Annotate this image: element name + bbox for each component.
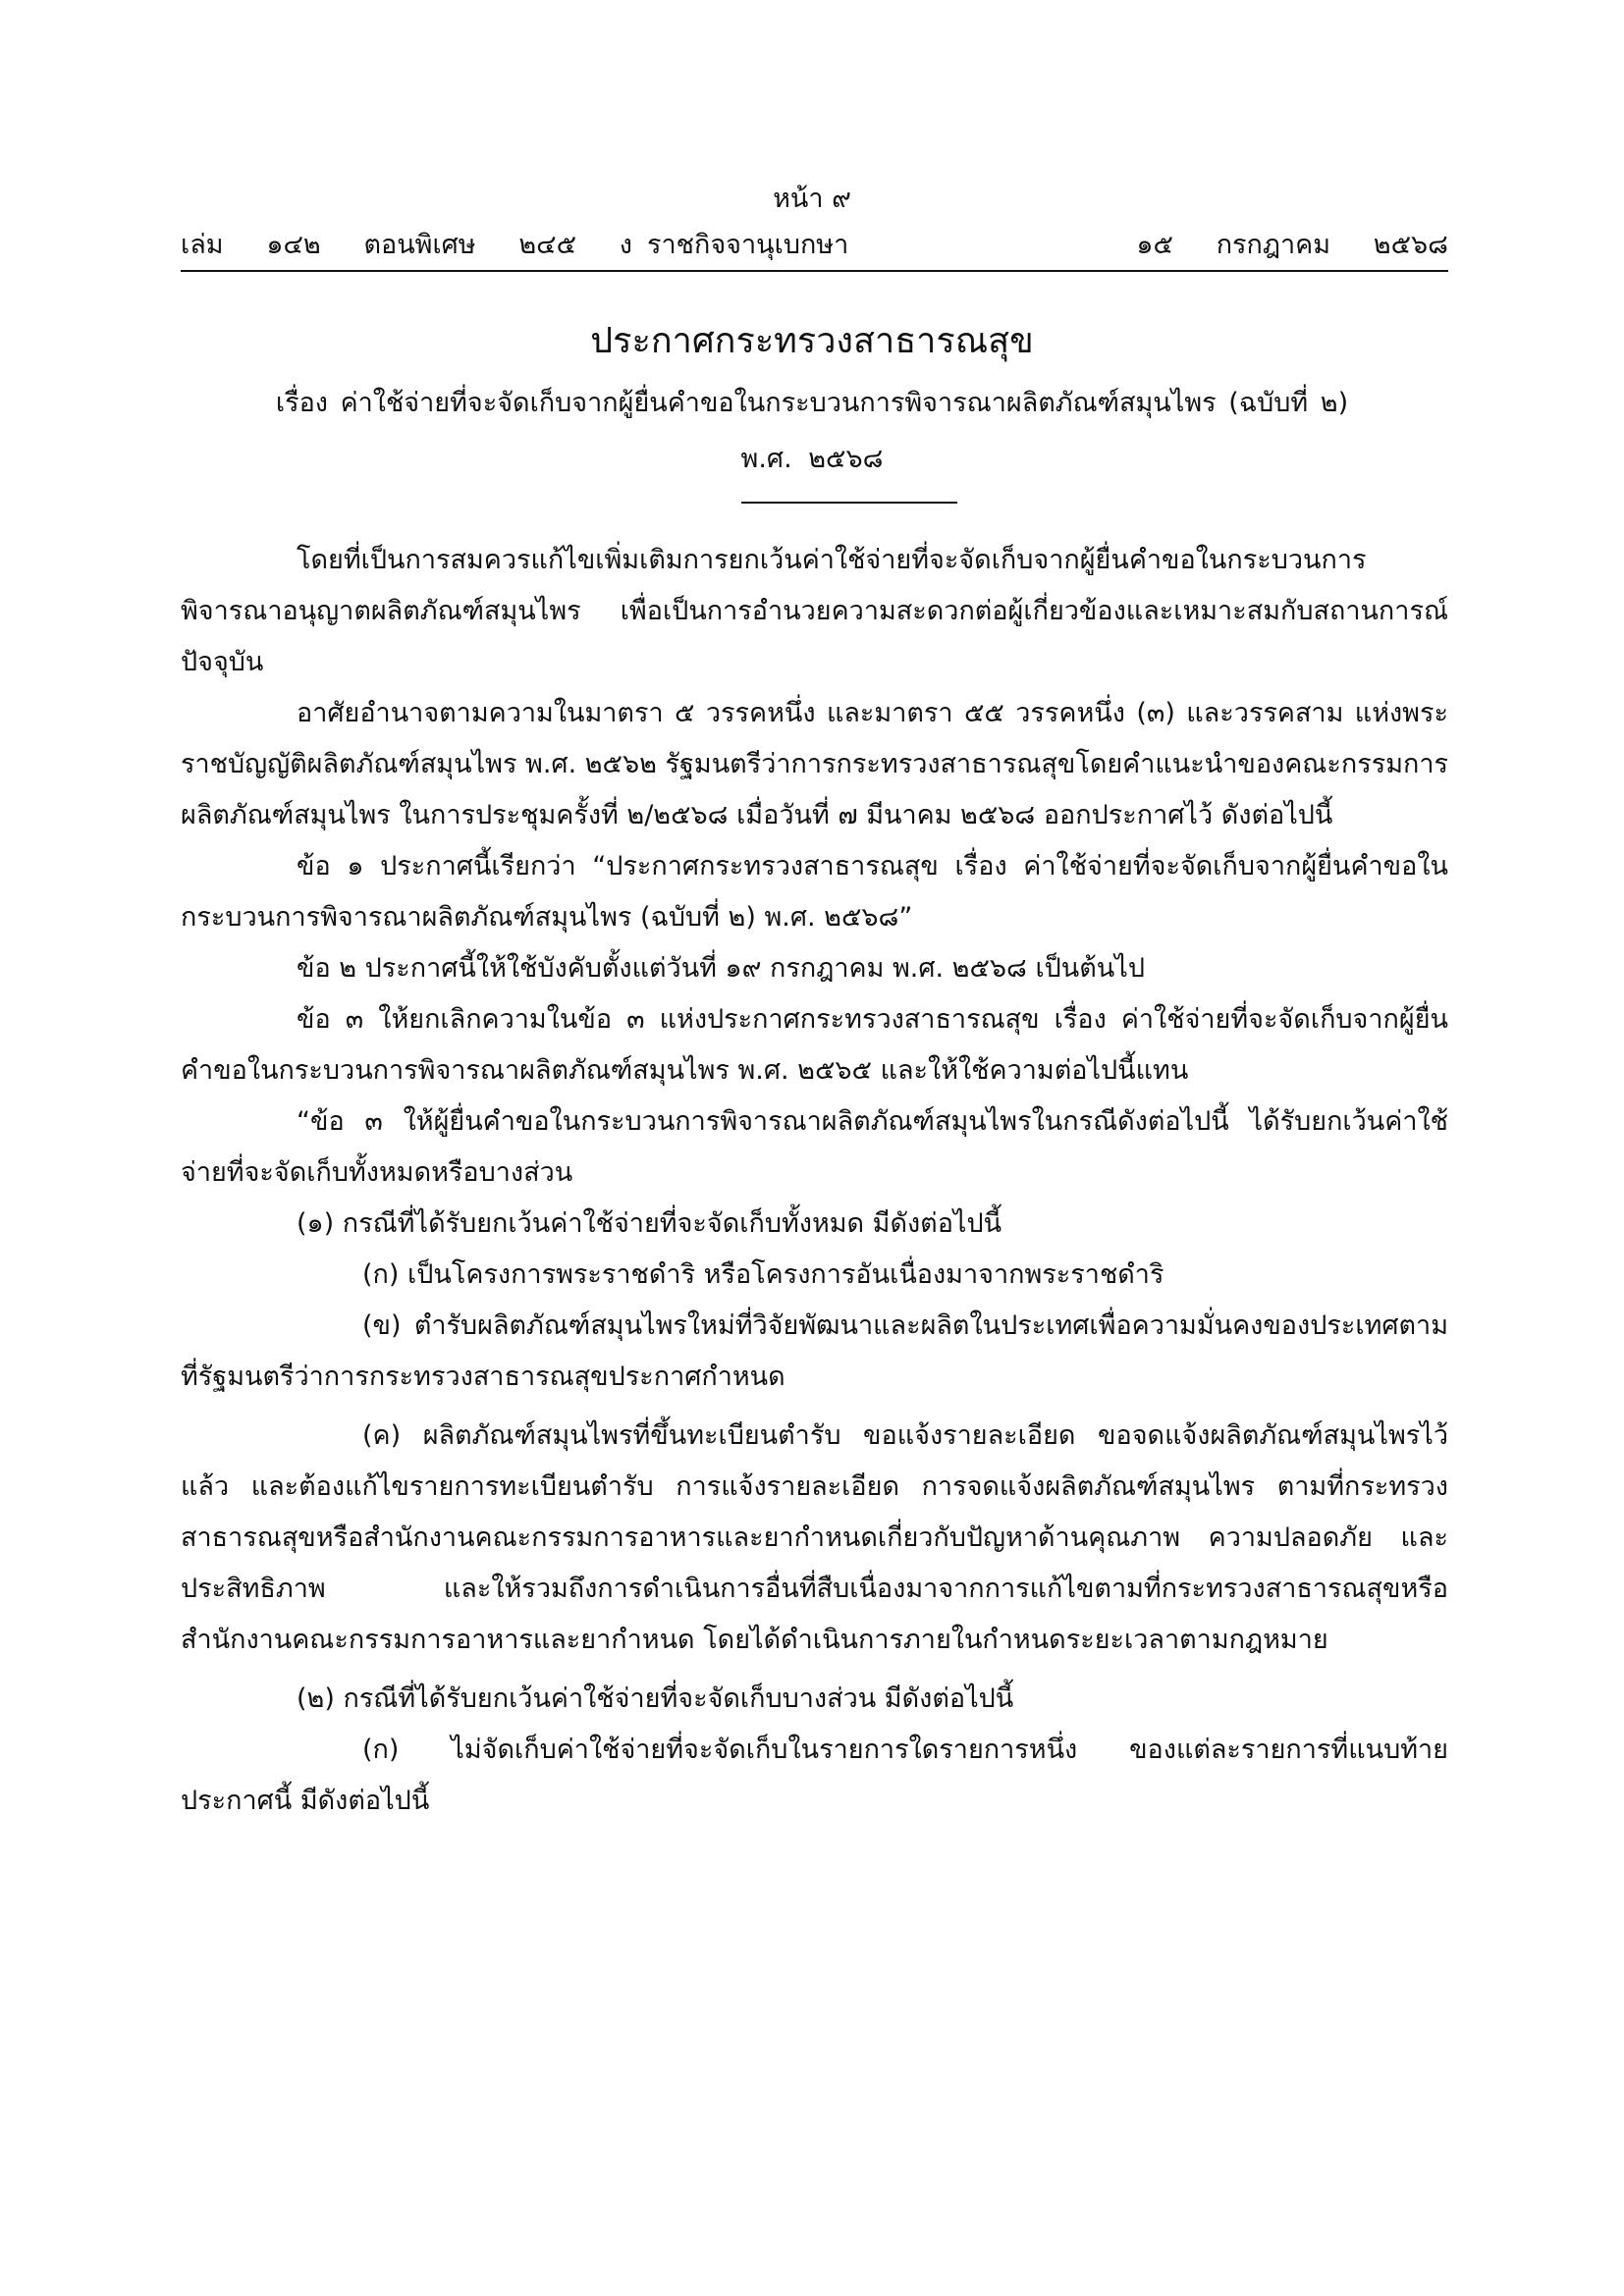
new-clause-3: “ข้อ ๓ ให้ผู้ยื่นคำขอในกระบวนการพิจารณาผลิตภัณฑ์สมุนไพรในกรณีดังต่อไปนี้ ได้รับยกเว้นค่าใช้จ่ายที่จะจัดเก็บทั้งหมดหรือบางส่วน — [181, 1106, 1448, 1188]
announcement-subject: เรื่อง ค่าใช้จ่ายที่จะจัดเก็บจากผู้ยื่นคำขอในกระบวนการพิจารณาผลิตภัณฑ์สมุนไพร (ฉบับที่ ๒) — [275, 388, 1349, 418]
title-divider — [741, 502, 957, 504]
case-2: (๒) กรณีที่ได้รับยกเว้นค่าใช้จ่ายที่จะจัดเก็บบางส่วน มีดังต่อไปนี้ — [297, 1683, 1014, 1714]
case-2-a: (ก) ไม่จัดเก็บค่าใช้จ่ายที่จะจัดเก็บในรายการใดรายการหนึ่ง ของแต่ละรายการที่แนบท้ายประกาศนี้ มีดังต่อไปนี้ — [181, 1735, 1448, 1816]
gazette-header — [181, 224, 1448, 263]
paragraph-authority: อาศัยอำนาจตามความในมาตรา ๕ วรรคหนึ่ง และมาตรา ๕๕ วรรคหนึ่ง (๓) และวรรคสาม แห่งพระราชบัญญัติผลิตภัณฑ์สมุนไพร พ.ศ. ๒๕๖๒ รัฐมนตรีว่าการกระทรวงสาธารณสุขโดยคำแนะนำของคณะกรรมการผลิตภัณฑ์สมุนไพร ในการประชุมครั้งที่ ๒/๒๕๖๘ เมื่อวันที่ ๗ มีนาคม ๒๕๖๘ ออกประกาศไว้ ดังต่อไปนี้ — [181, 698, 1448, 830]
clause-1: ข้อ ๑ ประกาศนี้เรียกว่า “ประกาศกระทรวงสาธารณสุข เรื่อง ค่าใช้จ่ายที่จะจัดเก็บจากผู้ยื่นคำขอในกระบวนการพิจารณาผลิตภัณฑ์สมุนไพร (ฉบับที่ ๒) พ.ศ. ๒๕๖๘” — [181, 851, 1448, 933]
volume-issue: เล่ม ๑๔๒ ตอนพิเศษ ๒๔๕ ง — [181, 229, 632, 260]
announcement-title: ประกาศกระทรวงสาธารณสุข — [590, 321, 1034, 361]
announcement-year: พ.ศ. ๒๕๖๘ — [740, 444, 884, 474]
case-1-b: (ข) ตำรับผลิตภัณฑ์สมุนไพรใหม่ที่วิจัยพัฒนาและผลิตในประเทศเพื่อความมั่นคงของประเทศตามที่รัฐมนตรีว่าการกระทรวงสาธารณสุขประกาศกำหนด — [181, 1310, 1448, 1392]
case-1-a: (ก) เป็นโครงการพระราชดำริ หรือโครงการอันเนื่องมาจากพระราชดำริ — [362, 1259, 1164, 1290]
publication-date: ๑๕ กรกฎาคม ๒๕๖๘ — [1136, 229, 1448, 260]
clause-2: ข้อ ๒ ประกาศนี้ให้ใช้บังคับตั้งแต่วันที่ ๑๙ กรกฎาคม พ.ศ. ๒๕๖๘ เป็นต้นไป — [297, 953, 1145, 984]
paragraph-preamble: โดยที่เป็นการสมควรแก้ไขเพิ่มเติมการยกเว้นค่าใช้จ่ายที่จะจัดเก็บจากผู้ยื่นคำขอในกระบวนการพิจารณาอนุญาตผลิตภัณฑ์สมุนไพร เพื่อเป็นการอำนวยความสะดวกต่อผู้เกี่ยวข้องและเหมาะสมกับสถานการณ์ปัจจุบัน — [181, 545, 1448, 677]
header-divider — [181, 270, 1448, 272]
case-1: (๑) กรณีที่ได้รับยกเว้นค่าใช้จ่ายที่จะจัดเก็บทั้งหมด มีดังต่อไปนี้ — [297, 1208, 1002, 1239]
announcement-body — [181, 535, 1448, 1827]
clause-3: ข้อ ๓ ให้ยกเลิกความในข้อ ๓ แห่งประกาศกระทรวงสาธารณสุข เรื่อง ค่าใช้จ่ายที่จะจัดเก็บจากผู้ยื่นคำขอในกระบวนการพิจารณาผลิตภัณฑ์สมุนไพร พ.ศ. ๒๕๖๕ และให้ใช้ความต่อไปนี้แทน — [181, 1004, 1448, 1086]
case-1-c: (ค) ผลิตภัณฑ์สมุนไพรที่ขึ้นทะเบียนตำรับ ขอแจ้งรายละเอียด ขอจดแจ้งผลิตภัณฑ์สมุนไพรไว้แล้ว และต้องแก้ไขรายการทะเบียนตำรับ การแจ้งรายละเอียด การจดแจ้งผลิตภัณฑ์สมุนไพร ตามที่กระทรวงสาธารณสุขหรือสำนักงานคณะกรรมการอาหารและยากำหนดเกี่ยวกับปัญหาด้านคุณภาพ ความปลอดภัย และประสิทธิภาพ และให้รวมถึงการดำเนินการอื่นที่สืบเนื่องมาจากการแก้ไขตามที่กระทรวงสาธารณสุขหรือสำนักงานคณะกรรมการอาหารและยากำหนด โดยได้ดำเนินการภายในกำหนดระยะเวลาตามกฎหมาย — [181, 1420, 1448, 1655]
gazette-name: ราชกิจจานุเบกษา — [647, 229, 849, 260]
page-number: หน้า ๙ — [773, 184, 851, 214]
